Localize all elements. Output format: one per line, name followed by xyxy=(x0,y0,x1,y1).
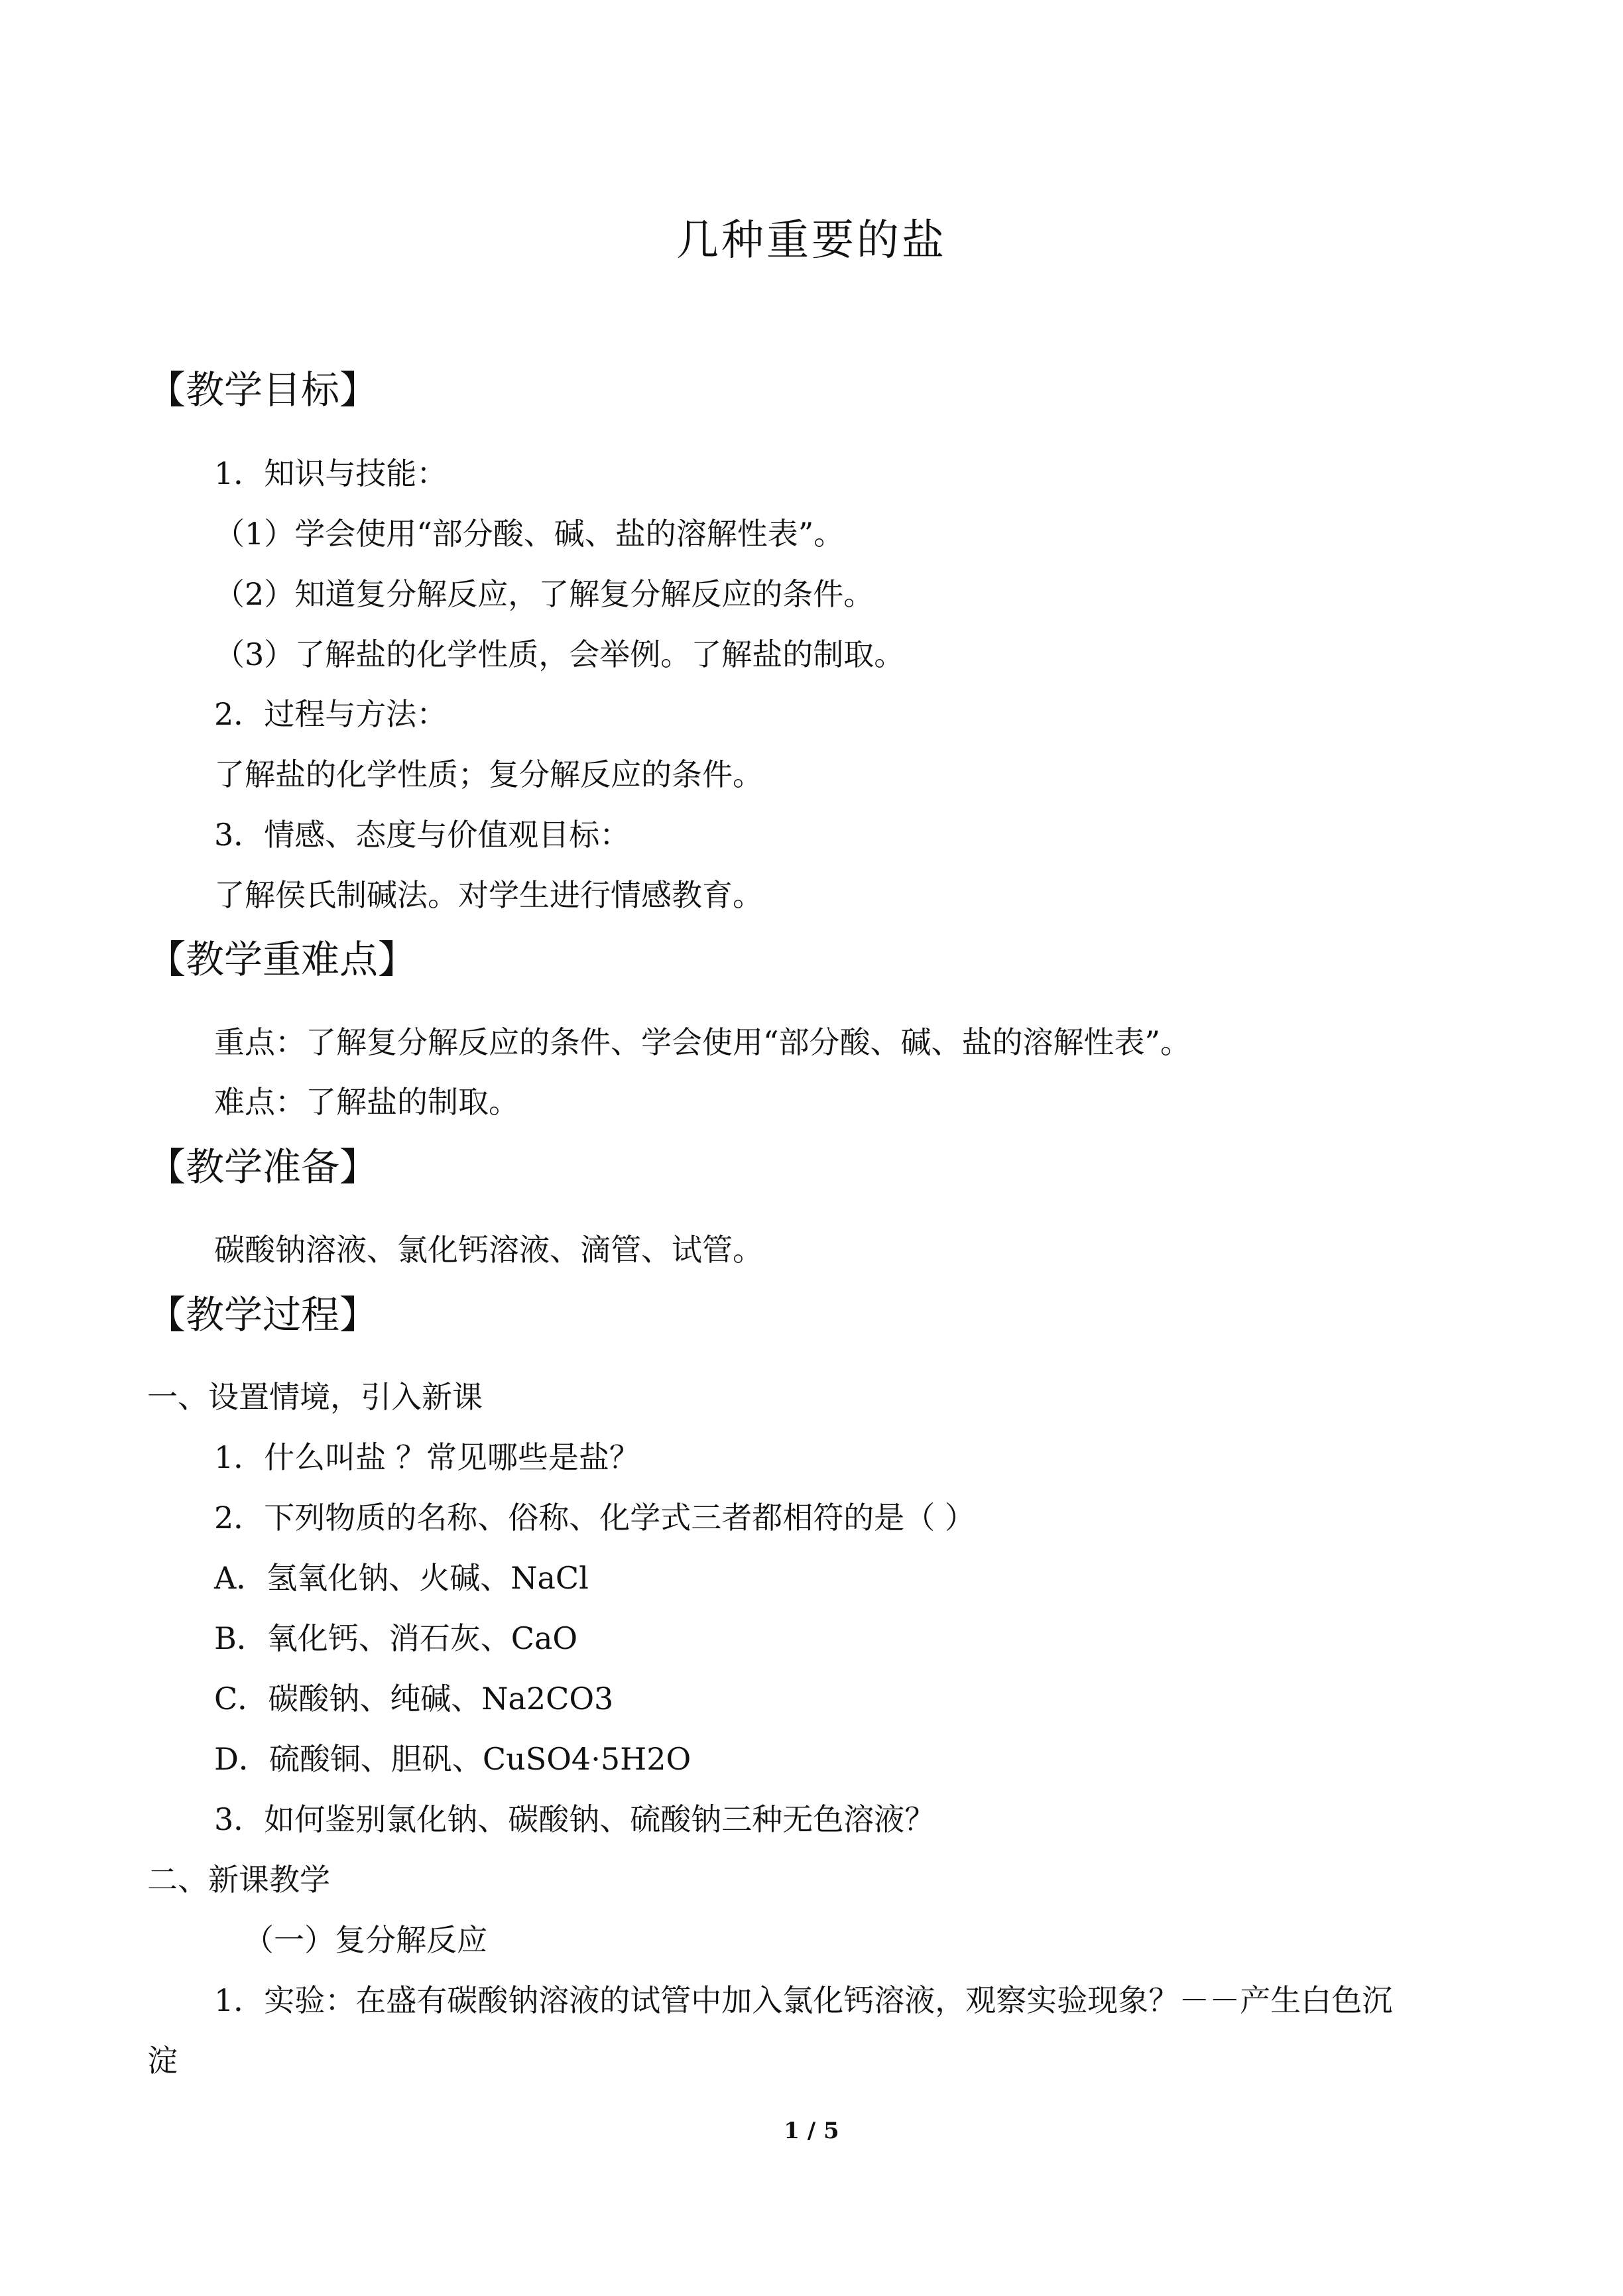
process-line: 1．实验：在盛有碳酸钠溶液的试管中加入氯化钙溶液，观察实验现象？－－产生白色沉 xyxy=(214,1982,1393,2018)
process-line: （一）复分解反应 xyxy=(243,1922,487,1958)
process-line: 2．下列物质的名称、俗称、化学式三者都相符的是（ ） xyxy=(214,1500,975,1536)
goal-line: 2．过程与方法： xyxy=(214,696,448,732)
page-number: 1 / 5 xyxy=(784,2118,839,2144)
key-point-line: 重点：了解复分解反应的条件、学会使用“部分酸、碱、盐的溶解性表”。 xyxy=(214,1024,1191,1060)
section-heading-goals: 【教学目标】 xyxy=(147,367,379,412)
document-title: 几种重要的盐 xyxy=(676,216,947,265)
process-line: 淀 xyxy=(147,2043,178,2079)
goal-line: （3）了解盐的化学性质，会举例。了解盐的制取。 xyxy=(214,636,905,672)
goal-line: （2）知道复分解反应，了解复分解反应的条件。 xyxy=(214,576,874,612)
process-line: 一、设置情境，引入新课 xyxy=(147,1379,483,1415)
process-line: 1．什么叫盐 ？常见哪些是盐？ xyxy=(214,1439,640,1475)
option-line: D．硫酸铜、胆矾、CuSO4·5H2O xyxy=(214,1741,691,1777)
goal-line: 了解侯氏制碱法。对学生进行情感教育。 xyxy=(214,877,763,913)
option-line: C．碳酸钠、纯碱、Na2CO3 xyxy=(214,1681,614,1717)
goal-line: 了解盐的化学性质；复分解反应的条件。 xyxy=(214,756,763,792)
process-line: 3．如何鉴别氯化钠、碳酸钠、硫酸钠三种无色溶液？ xyxy=(214,1801,935,1837)
section-heading-preparation: 【教学准备】 xyxy=(147,1144,379,1189)
goal-line: 1．知识与技能： xyxy=(214,455,448,491)
preparation-line: 碳酸钠溶液、氯化钙溶液、滴管、试管。 xyxy=(214,1232,763,1268)
process-line: 二、新课教学 xyxy=(147,1862,330,1898)
section-heading-process: 【教学过程】 xyxy=(147,1292,379,1337)
goal-line: 3．情感、态度与价值观目标： xyxy=(214,817,631,853)
option-line: A．氢氧化钠、火碱、NaCl xyxy=(214,1560,589,1596)
option-line: B．氧化钙、消石灰、CaO xyxy=(214,1620,578,1656)
key-point-line: 难点：了解盐的制取。 xyxy=(214,1084,519,1120)
goal-line: （1）学会使用“部分酸、碱、盐的溶解性表”。 xyxy=(214,516,845,552)
section-heading-key-points: 【教学重难点】 xyxy=(147,937,417,982)
